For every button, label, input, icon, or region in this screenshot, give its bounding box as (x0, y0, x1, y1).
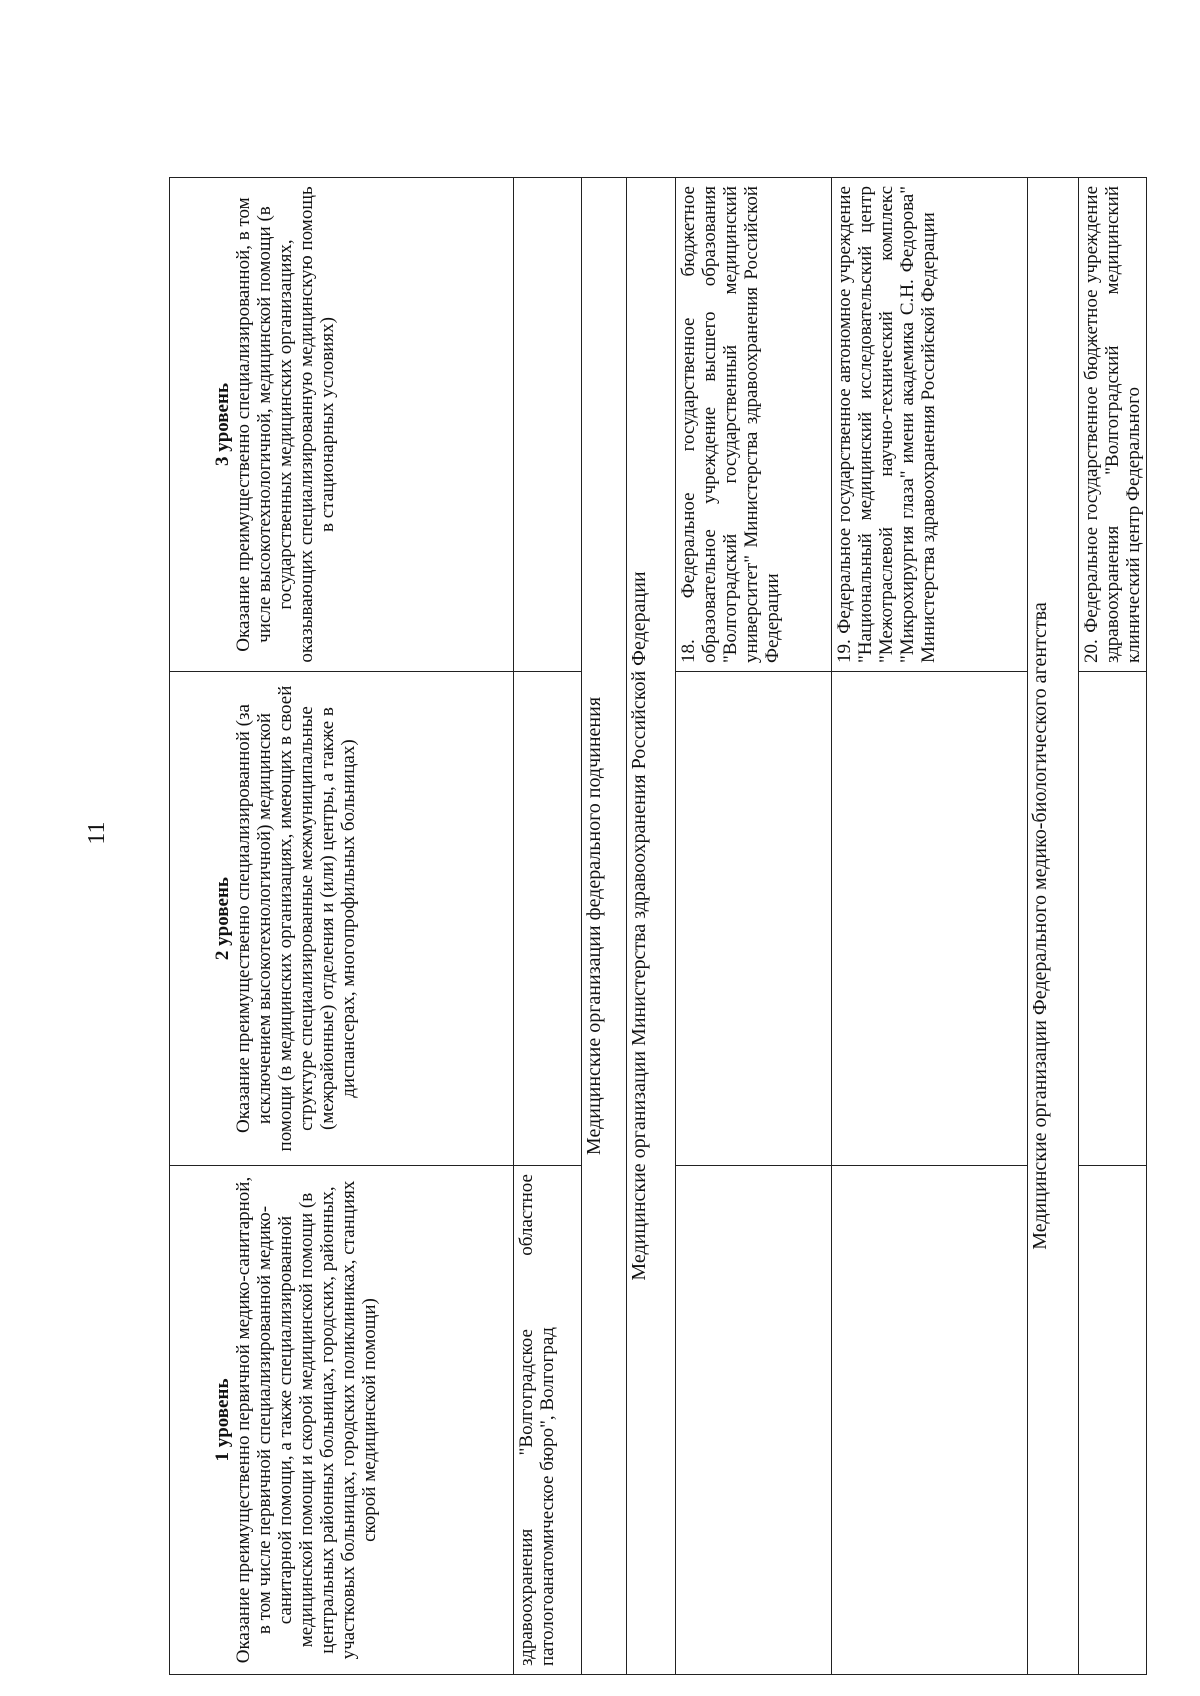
item-20-cell: 20. Федеральное государственное бюджетное учреждение здравоохранения "Волгоградский медицинский клинический центр Федерального (1078, 178, 1146, 672)
empty-cell (676, 1166, 832, 1675)
fmba-section-heading: Медицинские организации Федерального медико-биологического агентства (1028, 178, 1078, 1675)
table-row (1078, 178, 1146, 1675)
section-row-federal (581, 178, 626, 1675)
empty-cell (676, 672, 832, 1166)
empty-cell (514, 672, 581, 1166)
level-1-description: Оказание преимущественно первичной медико-санитарной, в том числе первичной специализированной медико-санитарной помощи, а также специализированной медицинской помощи и скорой медицинской помощи (в центральных районных больницах, городских, районных, участковых больницах, городских поликлиниках, станциях скорой медицинской помощи) (233, 1176, 380, 1664)
empty-cell (1078, 672, 1146, 1166)
empty-cell (832, 1166, 1028, 1675)
header-cell-level-1 (170, 1166, 514, 1675)
section-row-ministry (626, 178, 675, 1675)
level-2-description: Оказание преимущественно специализированной (за исключением высокотехнологичной) медицинской помощи (в медицинских организациях, имеющих в своей структуре специализированные межмуниципальные (межрайонные) отделения и (или) центры, а также в диспансерах, многопрофильных больницах) (233, 685, 359, 1152)
header-cell-level-2 (170, 672, 514, 1166)
table-row (676, 178, 832, 1675)
level-3-description: Оказание преимущественно специализированной, в том числе высокотехнологичной, медицинской помощи (в государственных медицинских организациях, оказывающих специализированную медицинскую помощь в стационарных условиях) (233, 186, 338, 663)
empty-cell (1078, 1166, 1146, 1675)
bureau-cell: здравоохранения "Волгоградское областное патологоанатомическое бюро", Волгоград (514, 1166, 581, 1675)
level-1-title: 1 уровень (212, 1378, 233, 1462)
header-cell-level-3 (170, 178, 514, 672)
federal-section-heading: Медицинские организации федерального подчинения (581, 178, 626, 1675)
table-row (832, 178, 1028, 1675)
table-header-row (170, 178, 514, 1675)
item-18-cell: 18. Федеральное государственное бюджетное образовательное учреждение высшего образования "Волгоградский государственный медицинский университет" Министерства здравоохранения Российской Федерации (676, 178, 832, 672)
level-3-title: 3 уровень (212, 383, 233, 467)
rotated-table-container (169, 177, 1147, 1675)
ministry-section-heading: Медицинские организации Министерства здравоохранения Российской Федерации (626, 178, 675, 1675)
level-2-title: 2 уровень (212, 877, 233, 961)
page-number: 11 (84, 821, 110, 845)
table-row (514, 178, 581, 1675)
medical-levels-table (169, 177, 1147, 1675)
empty-cell (832, 672, 1028, 1166)
empty-cell (514, 178, 581, 672)
item-19-cell: 19. Федеральное государственное автономное учреждение "Национальный медицинский исследовательский центр "Межотраслевой научно-технический комплекс "Микрохирургия глаза" имени академика С.Н. Федорова" Министерства здравоохранения Российской Федерации (832, 178, 1028, 672)
section-row-fmba (1028, 178, 1078, 1675)
